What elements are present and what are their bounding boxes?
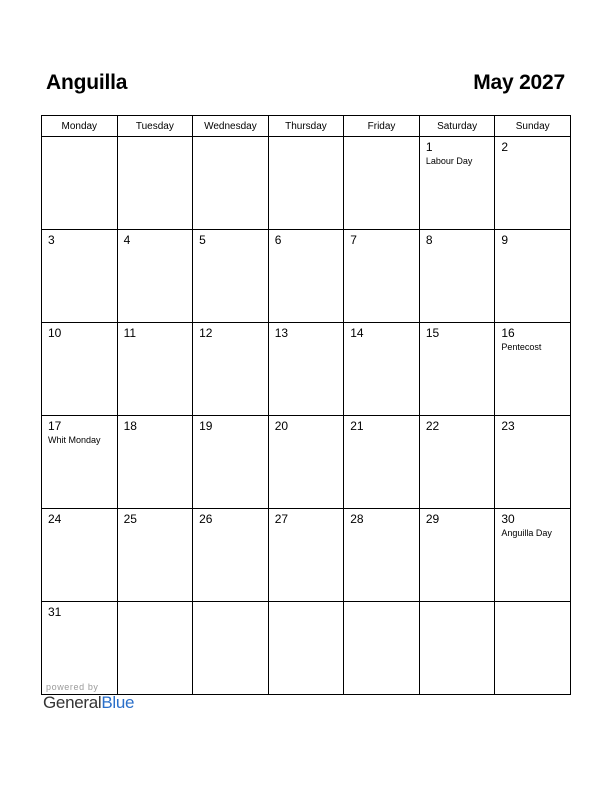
day-number: 15 — [425, 326, 440, 340]
day-number: 24 — [48, 512, 62, 526]
day-cell — [268, 509, 344, 602]
day-cell — [344, 509, 420, 602]
day-cell — [419, 323, 495, 416]
brand-logo[interactable] — [43, 693, 134, 713]
day-number: 30 — [501, 512, 515, 526]
day-cell — [193, 230, 269, 323]
day-number: 9 — [501, 233, 509, 247]
day-cell — [42, 416, 118, 509]
footer-branding — [43, 682, 134, 713]
day-cell — [344, 602, 420, 695]
day-number: 16 — [501, 326, 515, 340]
week-row — [42, 137, 571, 230]
week-row — [42, 230, 571, 323]
day-number: 14 — [350, 326, 364, 340]
day-cell — [117, 323, 193, 416]
day-cell — [419, 230, 495, 323]
holiday-label: Anguilla Day — [501, 528, 552, 538]
brand-name-part2: Blue — [101, 693, 135, 712]
holiday-label: Whit Monday — [48, 435, 101, 445]
day-number: 1 — [425, 140, 433, 154]
weekday-header: Wednesday — [193, 116, 269, 137]
day-cell — [42, 602, 118, 695]
calendar-grid — [41, 115, 571, 695]
day-cell — [117, 509, 193, 602]
weekday-header-row — [42, 116, 571, 137]
day-number: 20 — [274, 419, 289, 433]
brand-name-part1: General — [43, 693, 102, 712]
day-cell — [344, 323, 420, 416]
weekday-header: Tuesday — [117, 116, 193, 137]
weekday-header: Sunday — [495, 116, 571, 137]
day-cell — [42, 137, 118, 230]
day-cell — [268, 230, 344, 323]
day-cell — [193, 323, 269, 416]
day-number: 2 — [501, 140, 509, 154]
week-row — [42, 509, 571, 602]
day-cell — [495, 137, 571, 230]
day-number: 5 — [199, 233, 206, 247]
day-cell — [419, 509, 495, 602]
day-number: 17 — [48, 419, 62, 433]
day-cell — [42, 509, 118, 602]
day-cell — [193, 602, 269, 695]
day-number: 29 — [425, 512, 440, 526]
weekday-header: Monday — [42, 116, 118, 137]
holiday-label: Labour Day — [425, 156, 473, 166]
day-number: 7 — [350, 233, 357, 247]
day-cell — [419, 137, 495, 230]
day-number: 18 — [123, 419, 137, 433]
day-number: 27 — [274, 512, 289, 526]
day-cell — [495, 509, 571, 602]
day-number: 25 — [123, 512, 137, 526]
day-cell — [117, 230, 193, 323]
day-cell — [117, 602, 193, 695]
month-title: May 2027 — [473, 71, 565, 94]
weekday-header: Thursday — [268, 116, 344, 137]
day-number: 8 — [425, 233, 433, 247]
day-cell — [268, 602, 344, 695]
day-number: 26 — [199, 512, 213, 526]
holiday-label: Pentecost — [501, 342, 542, 352]
day-cell — [495, 323, 571, 416]
day-number: 6 — [274, 233, 282, 247]
day-number: 23 — [501, 419, 515, 433]
day-number: 31 — [48, 605, 62, 619]
day-cell — [268, 416, 344, 509]
day-cell — [193, 137, 269, 230]
day-cell — [344, 137, 420, 230]
day-cell — [193, 509, 269, 602]
country-title: Anguilla — [46, 71, 128, 94]
day-number: 28 — [350, 512, 364, 526]
weekday-header: Saturday — [419, 116, 495, 137]
day-number: 19 — [199, 419, 213, 433]
day-number: 3 — [48, 233, 55, 247]
day-cell — [495, 416, 571, 509]
day-number: 13 — [274, 326, 289, 340]
day-cell — [193, 416, 269, 509]
day-number: 4 — [123, 233, 131, 247]
week-row — [42, 602, 571, 695]
day-number: 22 — [425, 419, 440, 433]
day-cell — [344, 416, 420, 509]
powered-by-text: powered by — [46, 682, 99, 692]
day-cell — [344, 230, 420, 323]
day-cell — [268, 323, 344, 416]
day-number: 10 — [48, 326, 62, 340]
day-number: 12 — [199, 326, 213, 340]
day-cell — [42, 230, 118, 323]
day-cell — [419, 416, 495, 509]
day-cell — [117, 137, 193, 230]
day-cell — [117, 416, 193, 509]
day-cell — [42, 323, 118, 416]
day-cell — [419, 602, 495, 695]
week-row — [42, 323, 571, 416]
day-number: 11 — [123, 326, 137, 340]
weekday-header: Friday — [344, 116, 420, 137]
day-cell — [268, 137, 344, 230]
day-number: 21 — [350, 419, 364, 433]
day-cell — [495, 602, 571, 695]
day-cell — [495, 230, 571, 323]
week-row — [42, 416, 571, 509]
